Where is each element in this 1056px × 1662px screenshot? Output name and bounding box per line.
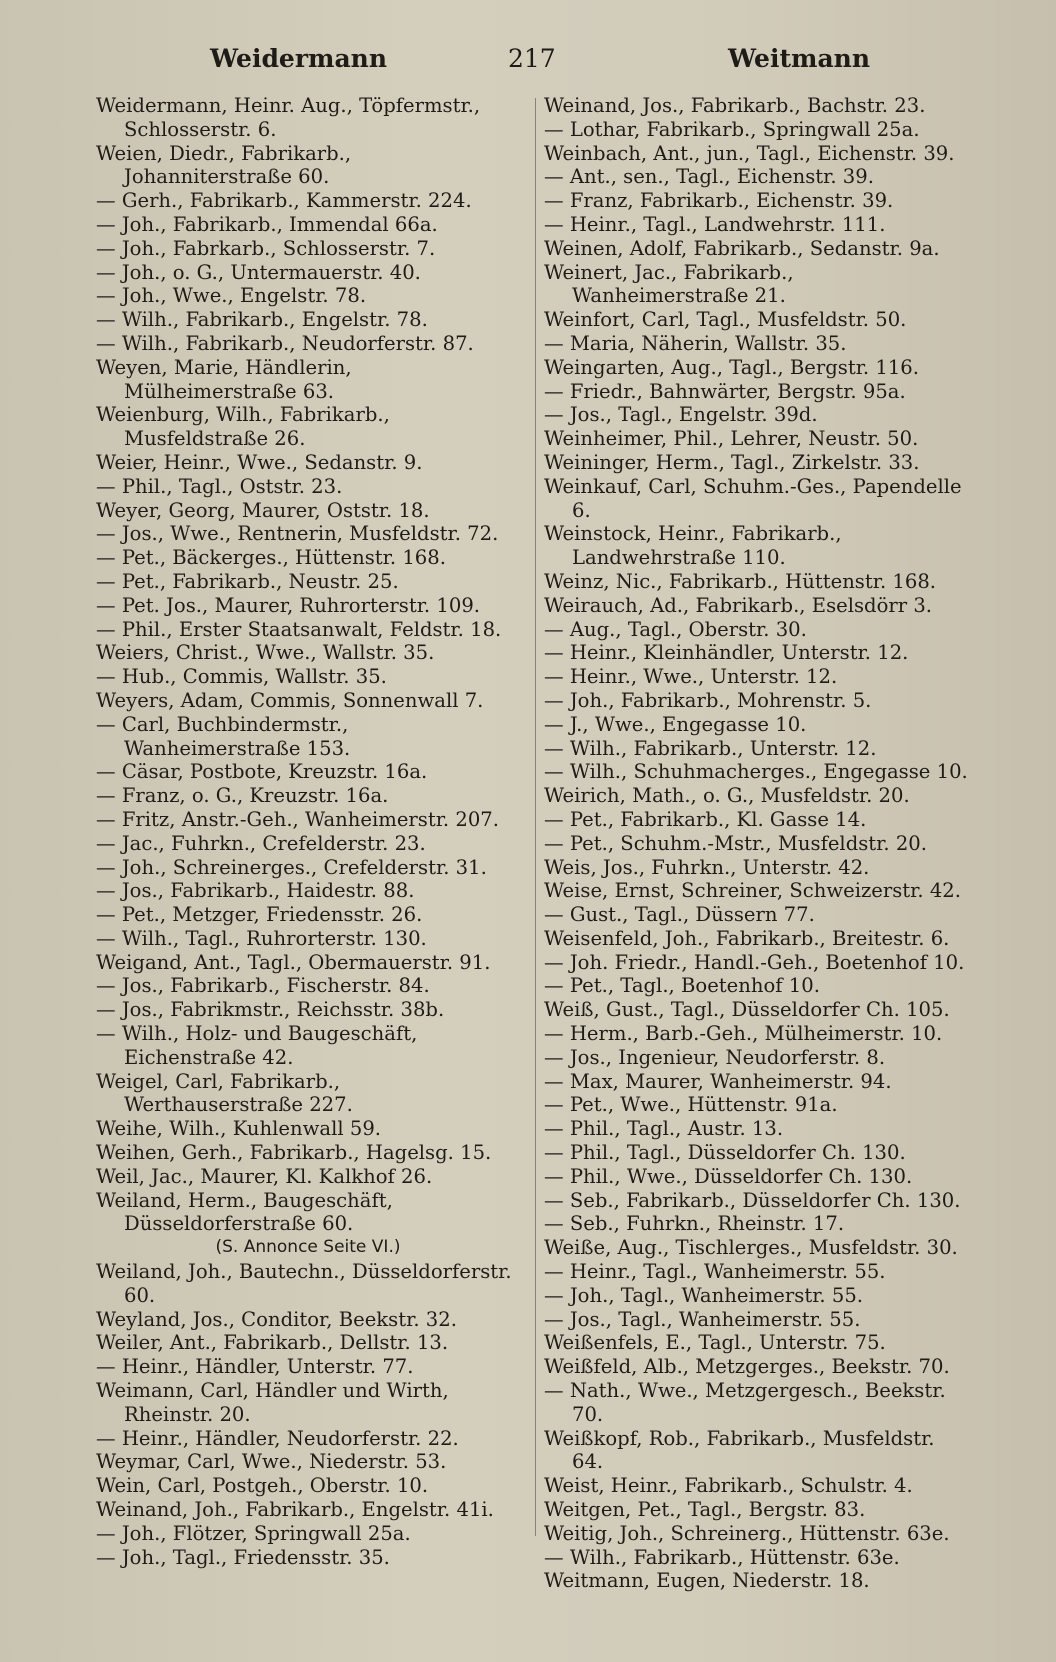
- directory-entry: Weirich, Math., o. G., Musfeldstr. 20.: [544, 784, 910, 808]
- directory-entry: Weist, Heinr., Fabrikarb., Schulstr. 4.: [544, 1474, 913, 1498]
- directory-entry: — Heinr., Händler, Neudorferstr. 22.: [96, 1426, 459, 1450]
- directory-entry: — Joh., o. G., Untermauerstr. 40.: [96, 260, 421, 284]
- directory-entry: — Ant., sen., Tagl., Eichenstr. 39.: [544, 165, 874, 189]
- directory-entry: — Phil., Tagl., Oststr. 23.: [96, 474, 343, 498]
- directory-entry: — Phil., Tagl., Düsseldorfer Ch. 130.: [544, 1141, 906, 1165]
- directory-entry: Weinbach, Ant., jun., Tagl., Eichenstr. 39.: [544, 141, 955, 165]
- directory-entry: — Wilh., Fabrikarb., Hüttenstr. 63e.: [544, 1545, 900, 1569]
- directory-entry: — Joh. Friedr., Handl.-Geh., Boetenhof 10.: [544, 950, 965, 974]
- directory-entry: Weinkauf, Carl, Schuhm.-Ges., Papendelle 6.: [544, 474, 962, 522]
- directory-entry: — Jos., Fabrikarb., Haidestr. 88.: [96, 879, 415, 903]
- directory-entry: — Friedr., Bahnwärter, Bergstr. 95a.: [544, 379, 906, 403]
- directory-entry: Weirauch, Ad., Fabrikarb., Eselsdörr 3.: [544, 593, 933, 617]
- directory-entry: — Joh., Fabrkarb., Schlosserstr. 7.: [96, 236, 436, 260]
- directory-entry: Weiers, Christ., Wwe., Wallstr. 35.: [96, 641, 435, 665]
- directory-entry: Weidermann, Heinr. Aug., Töpfermstr., Schlosserstr. 6.: [96, 94, 481, 141]
- directory-entry: Weingarten, Aug., Tagl., Bergstr. 116.: [544, 355, 920, 379]
- directory-entry: — Jos., Tagl., Wanheimerstr. 55.: [544, 1307, 861, 1331]
- directory-entry: — Phil., Tagl., Austr. 13.: [544, 1117, 784, 1141]
- directory-entry: — Cäsar, Postbote, Kreuzstr. 16a.: [96, 760, 428, 784]
- directory-entry: Weiland, Joh., Bautechn., Düsseldorferstr. 60.: [96, 1260, 512, 1307]
- directory-entry: Weinheimer, Phil., Lehrer, Neustr. 50.: [544, 427, 919, 451]
- directory-entry: — Maria, Näherin, Wallstr. 35.: [544, 331, 847, 355]
- directory-entry: Weiler, Ant., Fabrikarb., Dellstr. 13.: [96, 1331, 449, 1355]
- directory-entry: — Heinr., Kleinhändler, Unterstr. 12.: [544, 641, 909, 665]
- directory-entry: — Herm., Barb.-Geh., Mülheimerstr. 10.: [544, 1022, 943, 1046]
- directory-entry: — Wilh., Holz- und Baugeschäft, Eichenstraße 42.: [96, 1022, 418, 1069]
- directory-entry: — Heinr., Tagl., Wanheimerstr. 55.: [544, 1260, 886, 1284]
- directory-entry: — Nath., Wwe., Metzgergesch., Beekstr. 70.: [544, 1379, 946, 1426]
- left-column: [96, 94, 520, 1569]
- directory-entry: Weinfort, Carl, Tagl., Musfeldstr. 50.: [544, 308, 907, 332]
- directory-entry: — Phil., Wwe., Düsseldorfer Ch. 130.: [544, 1164, 913, 1188]
- directory-entry: Weyland, Jos., Conditor, Beekstr. 32.: [96, 1307, 457, 1331]
- directory-entry: — Pet., Fabrikarb., Kl. Gasse 14.: [544, 807, 867, 831]
- header-right-keyword: Weitmann: [728, 44, 870, 73]
- directory-entry: Weinen, Adolf, Fabrikarb., Sedanstr. 9a.: [544, 236, 940, 260]
- directory-entry: Weitmann, Eugen, Niederstr. 18.: [544, 1569, 870, 1593]
- directory-entry: — Hub., Commis, Wallstr. 35.: [96, 665, 387, 689]
- directory-entry: — Joh., Tagl., Wanheimerstr. 55.: [544, 1283, 864, 1307]
- directory-entry: — Joh., Schreinerges., Crefelderstr. 31.: [96, 855, 487, 879]
- page-number: 217: [508, 44, 556, 73]
- directory-entry: Weiland, Herm., Baugeschäft, Düsseldorferstraße 60.: [96, 1188, 393, 1236]
- column-divider: [535, 98, 536, 1536]
- directory-entry: — Carl, Buchbindermstr., Wanheimerstraße 153.: [96, 712, 351, 760]
- directory-entry: — Heinr., Tagl., Landwehrstr. 111.: [544, 212, 886, 236]
- directory-entry: Weise, Ernst, Schreiner, Schweizerstr. 42.: [544, 879, 962, 903]
- directory-entry: — Fritz, Anstr.-Geh., Wanheimerstr. 207.: [96, 807, 499, 831]
- directory-entry: — Wilh., Schuhmacherges., Engegasse 10.: [544, 760, 968, 784]
- directory-entry: Weil, Jac., Maurer, Kl. Kalkhof 26.: [96, 1164, 433, 1188]
- directory-entry: Weinz, Nic., Fabrikarb., Hüttenstr. 168.: [544, 569, 937, 593]
- directory-entry: Weißfeld, Alb., Metzgerges., Beekstr. 70.: [544, 1355, 950, 1379]
- directory-entry: Weyers, Adam, Commis, Sonnenwall 7.: [96, 688, 484, 712]
- directory-entry: — Jos., Fabrikarb., Fischerstr. 84.: [96, 974, 430, 998]
- directory-entry: Weißkopf, Rob., Fabrikarb., Musfeldstr. 64.: [544, 1426, 935, 1474]
- directory-entry: Weis, Jos., Fuhrkn., Unterstr. 42.: [544, 855, 870, 879]
- directory-entry: Weisenfeld, Joh., Fabrikarb., Breitestr. 6.: [544, 926, 950, 950]
- directory-entry: Weiß, Gust., Tagl., Düsseldorfer Ch. 105.: [544, 998, 950, 1022]
- directory-entry: — Aug., Tagl., Oberstr. 30.: [544, 617, 807, 641]
- directory-entry: (S. Annonce Seite VI.): [215, 1237, 401, 1258]
- directory-entry: — Jos., Ingenieur, Neudorferstr. 8.: [544, 1045, 886, 1069]
- directory-entry: — Franz, o. G., Kreuzstr. 16a.: [96, 784, 389, 808]
- directory-entry: Weinstock, Heinr., Fabrikarb., Landwehrstraße 110.: [544, 522, 842, 570]
- directory-entry: — Pet., Tagl., Boetenhof 10.: [544, 974, 820, 998]
- directory-entry: — Pet., Schuhm.-Mstr., Musfeldstr. 20.: [544, 831, 928, 855]
- directory-entry: Weitig, Joh., Schreinerg., Hüttenstr. 63e.: [544, 1521, 950, 1545]
- directory-entry: — Gust., Tagl., Düssern 77.: [544, 903, 815, 927]
- directory-entry: Weihen, Gerh., Fabrikarb., Hagelsg. 15.: [96, 1141, 492, 1165]
- directory-entry: — Gerh., Fabrikarb., Kammerstr. 224.: [96, 189, 472, 213]
- header-left-keyword: Weidermann: [210, 44, 388, 73]
- directory-entry: Weigand, Ant., Tagl., Obermauerstr. 91.: [96, 950, 491, 974]
- directory-entry: Weien, Diedr., Fabrikarb., Johanniterstraße 60.: [96, 141, 352, 189]
- directory-entry: — Seb., Fabrikarb., Düsseldorfer Ch. 130.: [544, 1188, 961, 1212]
- directory-entry: Weyen, Marie, Händlerin, Mülheimerstraße 63.: [96, 355, 352, 403]
- directory-entry: — Joh., Flötzer, Springwall 25a.: [96, 1521, 411, 1545]
- directory-entry: — Joh., Tagl., Friedensstr. 35.: [96, 1545, 390, 1569]
- directory-entry: — Pet., Bäckerges., Hüttenstr. 168.: [96, 546, 446, 570]
- directory-entry: — Jos., Wwe., Rentnerin, Musfeldstr. 72.: [96, 522, 499, 546]
- directory-entry: — Heinr., Händler, Unterstr. 77.: [96, 1355, 414, 1379]
- directory-entry: Weigel, Carl, Fabrikarb., Werthauserstraße 227.: [96, 1069, 353, 1117]
- directory-entry: — Pet., Wwe., Hüttenstr. 91a.: [544, 1093, 838, 1117]
- directory-entry: — Seb., Fuhrkn., Rheinstr. 17.: [544, 1212, 845, 1236]
- directory-entry: — Lothar, Fabrikarb., Springwall 25a.: [544, 117, 920, 141]
- directory-entry: — Franz, Fabrikarb., Eichenstr. 39.: [544, 189, 894, 213]
- directory-entry: Weimann, Carl, Händler und Wirth, Rheinstr. 20.: [96, 1379, 449, 1426]
- directory-entry: Weihe, Wilh., Kuhlenwall 59.: [96, 1117, 382, 1141]
- directory-entry: — Max, Maurer, Wanheimerstr. 94.: [544, 1069, 892, 1093]
- directory-entry: Weinert, Jac., Fabrikarb., Wanheimerstraße 21.: [544, 260, 794, 308]
- directory-entry: — Joh., Fabrikarb., Immendal 66a.: [96, 212, 438, 236]
- directory-entry: — Wilh., Fabrikarb., Engelstr. 78.: [96, 308, 428, 332]
- directory-entry: Weier, Heinr., Wwe., Sedanstr. 9.: [96, 450, 423, 474]
- directory-entry: — Heinr., Wwe., Unterstr. 12.: [544, 665, 838, 689]
- directory-entry: — Pet. Jos., Maurer, Ruhrorterstr. 109.: [96, 593, 481, 617]
- page-header: [90, 44, 990, 84]
- directory-entry: — Jos., Fabrikmstr., Reichsstr. 38b.: [96, 998, 445, 1022]
- directory-entry: Weiße, Aug., Tischlerges., Musfeldstr. 30.: [544, 1236, 958, 1260]
- directory-entry: — Pet., Metzger, Friedensstr. 26.: [96, 903, 423, 927]
- directory-entry: — Phil., Erster Staatsanwalt, Feldstr. 18.: [96, 617, 502, 641]
- directory-entry: Weitgen, Pet., Tagl., Bergstr. 83.: [544, 1498, 866, 1522]
- directory-entry: — Joh., Wwe., Engelstr. 78.: [96, 284, 367, 308]
- right-column: [544, 94, 968, 1593]
- directory-entry: — Wilh., Fabrikarb., Unterstr. 12.: [544, 736, 877, 760]
- directory-entry: — Wilh., Fabrikarb., Neudorferstr. 87.: [96, 331, 474, 355]
- directory-entry: Weißenfels, E., Tagl., Unterstr. 75.: [544, 1331, 886, 1355]
- directory-entry: Weienburg, Wilh., Fabrikarb., Musfeldstraße 26.: [96, 403, 390, 451]
- directory-entry: — Jac., Fuhrkn., Crefelderstr. 23.: [96, 831, 426, 855]
- directory-entry: — Jos., Tagl., Engelstr. 39d.: [544, 403, 818, 427]
- directory-entry: — Joh., Fabrikarb., Mohrenstr. 5.: [544, 688, 872, 712]
- directory-entry: Weymar, Carl, Wwe., Niederstr. 53.: [96, 1450, 447, 1474]
- directory-entry: — J., Wwe., Engegasse 10.: [544, 712, 807, 736]
- directory-entry: — Pet., Fabrikarb., Neustr. 25.: [96, 569, 399, 593]
- directory-entry: Weinand, Joh., Fabrikarb., Engelstr. 41i.: [96, 1498, 494, 1522]
- directory-entry: Weyer, Georg, Maurer, Oststr. 18.: [96, 498, 430, 522]
- directory-entry: Wein, Carl, Postgeh., Oberstr. 10.: [96, 1474, 429, 1498]
- directory-entry: — Wilh., Tagl., Ruhrorterstr. 130.: [96, 926, 427, 950]
- directory-entry: Weininger, Herm., Tagl., Zirkelstr. 33.: [544, 450, 920, 474]
- directory-entry: Weinand, Jos., Fabrikarb., Bachstr. 23.: [544, 94, 926, 117]
